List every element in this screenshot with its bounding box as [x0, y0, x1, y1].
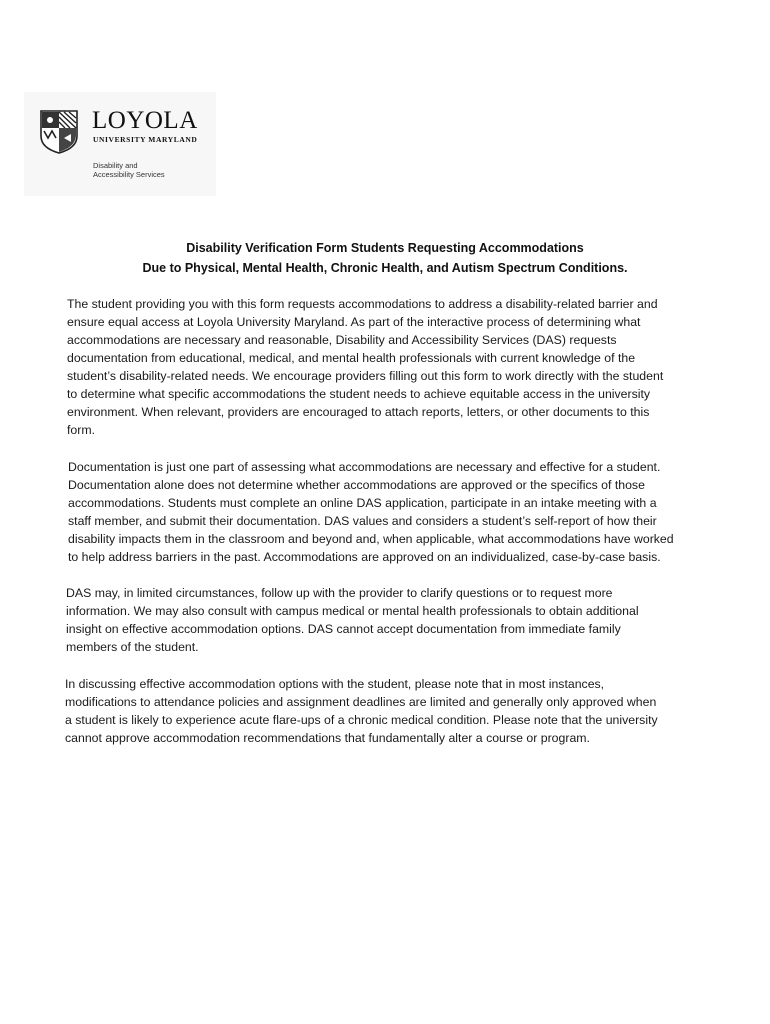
text-line: accommodations. Students must complete an online DAS application, participate in an intake meeting with a [68, 496, 657, 510]
text-line: modifications to attendance policies and assignment deadlines are limited and generally only approved when [65, 695, 657, 709]
text-line: a student is likely to experience acute flare-ups of a chronic medical condition. Please note that the university [65, 713, 658, 727]
title-line-1: Disability Verification Form Students Requesting Accommodations [186, 241, 584, 255]
text-line: members of the student. [66, 640, 199, 654]
title-line-2: Due to Physical, Mental Health, Chronic Health, and Autism Spectrum Conditions. [142, 261, 628, 275]
text-line: form. [67, 423, 96, 437]
text-line: insight on effective accommodation options. DAS cannot accept documentation from immediate family [66, 622, 621, 636]
text-line: documentation from educational, medical, and mental health professionals with current knowledge of the [67, 351, 636, 365]
text-line: Documentation is just one part of assessing what accommodations are necessary and effective for a student. [68, 460, 661, 474]
text-line: student’s disability-related needs. We encourage providers filling out this form to work directly with the student [67, 369, 664, 383]
logo-department [93, 161, 165, 179]
text-line: In discussing effective accommodation options with the student, please note that in most instances, [65, 677, 605, 691]
paragraph-accommodation-options [65, 675, 658, 747]
logo-wordmark: LOYOLA [92, 107, 198, 134]
paragraph-documentation [68, 458, 674, 566]
text-line: Documentation alone does not determine whether accommodations are approved or the specifics of those [68, 478, 645, 492]
department-line-2: Accessibility Services [93, 170, 165, 179]
text-line: cannot approve accommodation recommendations that fundamentally alter a course or program. [65, 731, 590, 745]
paragraph-follow-up [66, 584, 639, 656]
form-title [0, 238, 770, 278]
logo-subtitle: UNIVERSITY MARYLAND [93, 135, 198, 144]
text-line: information. We may also consult with campus medical or mental health professionals to obtain additional [66, 604, 639, 618]
department-line-1: Disability and [93, 161, 138, 170]
text-line: staff member, and submit their documentation. DAS values and considers a student’s self-report of how their [68, 514, 657, 528]
text-line: DAS may, in limited circumstances, follow up with the provider to clarify questions or to request more [66, 586, 613, 600]
text-line: to determine what specific accommodations the student needs to achieve equitable access in the university [67, 387, 651, 401]
text-line: The student providing you with this form requests accommodations to address a disability-related barrier and [67, 297, 658, 311]
text-line: to help address barriers in the past. Accommodations are approved on an individualized, case-by-case basis. [68, 550, 661, 564]
university-logo [24, 92, 216, 196]
text-line: accommodations are necessary and reasonable, Disability and Accessibility Services (DAS) requests [67, 333, 617, 347]
text-line: ensure equal access at Loyola University Maryland. As part of the interactive process of determining what [67, 315, 641, 329]
text-line: disability impacts them in the classroom and beyond and, when applicable, what accommodations have worked [68, 532, 674, 546]
text-line: environment. When relevant, providers are encouraged to attach reports, letters, or other documents to this [67, 405, 650, 419]
paragraph-purpose [67, 295, 663, 439]
crest-icon [40, 110, 78, 154]
